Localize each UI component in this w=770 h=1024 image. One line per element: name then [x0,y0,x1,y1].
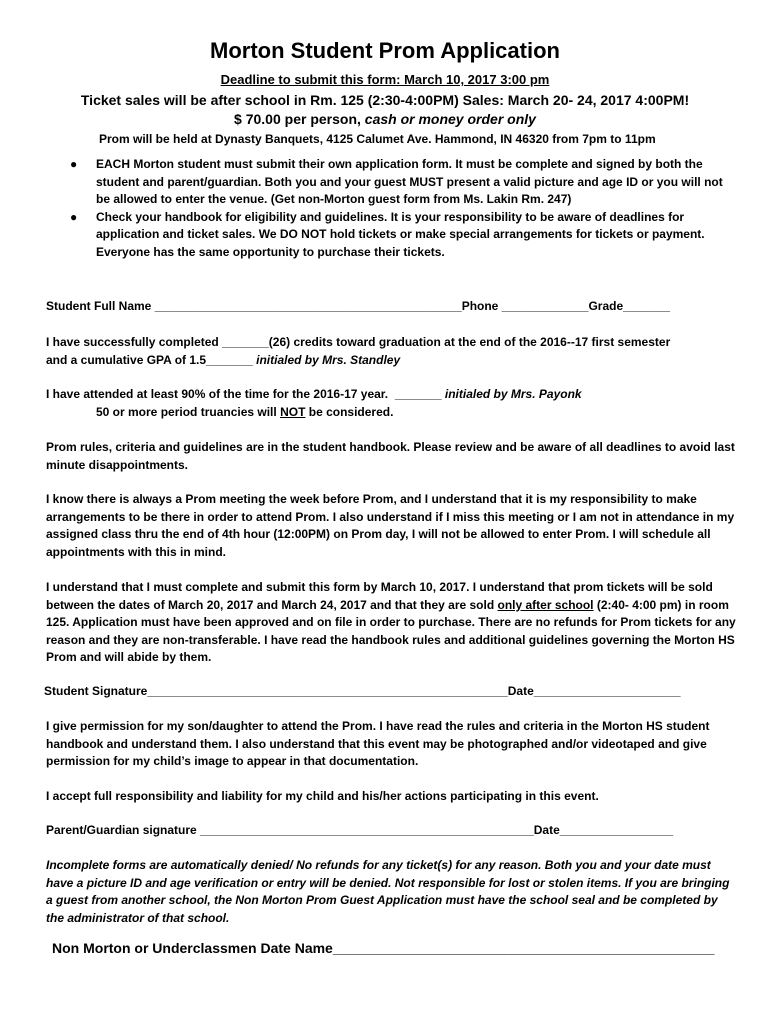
truancy-text-suffix: be considered. [305,404,394,419]
list-item [46,209,726,262]
parent-signature-label: Parent/Guardian signature [46,823,197,837]
truancy-not: NOT [280,404,306,419]
student-name-field[interactable]: ______________________________________________ [154,299,462,313]
attendance-text: I have attended at least 90% of the time for the 2016-17 year. [46,387,389,401]
submit-paragraph [46,579,736,667]
attendance-initialed-by: initialed by Mrs. Payonk [444,387,582,401]
price-amount: $ 70.00 per person, [234,111,365,127]
submit-text-after: (2:40- 4:00 pm) in room 125. Application must have been approved and on file in order to purchase. There are no refunds for Prom tickets for any reason and they are non-transferable. I have read the handbook rules and additional guidelines governing the Morton HS Prom and will abide by them. [46,597,736,665]
grade-field[interactable]: _______ [623,299,670,313]
requirements-list [46,156,726,262]
meeting-paragraph: I know there is always a Prom meeting the week before Prom, and I understand that it is my responsibility to make arrangements to be there in order to attend Prom. I also understand if I miss this meeting or I am not in attendance in my assigned class thru the end of 4th hour (12:00PM) on Prom day, I will not be allowed to enter Prom. I will schedule all appointments with this in mind. [46,492,735,559]
responsibility-paragraph: I accept full responsibility and liability for my child and his/her actions participating in this event. [46,789,599,803]
attendance-initial-field[interactable]: _______ [394,387,442,401]
parent-signature-field[interactable]: __________________________________________________ [200,823,534,837]
student-signature-label: Student Signature [44,684,148,698]
student-date-field[interactable]: ______________________ [533,684,681,698]
parent-date-field[interactable]: _________________ [559,823,674,837]
credits-text-suffix: (26) credits toward graduation at the end of the 2016--17 first semester [268,335,671,349]
list-item-text: EACH Morton student must submit their own application form. It must be complete and signed by both the student and parent/guardian. Both you and your guest MUST present a valid picture and age ID or you will not be allowed to enter the venue. (Get non-Morton guest form from Ms. Lakin Rm. 247) [96,157,723,207]
parent-date-label: Date [533,823,560,837]
date-name-label: Non Morton or Underclassmen Date Name [52,940,333,956]
credits-paragraph [46,334,736,369]
payment-method: cash or money order only [364,111,536,127]
date-name-row [52,940,714,956]
venue-line: Prom will be held at Dynasty Banquets, 4125 Calumet Ave. Hammond, IN 46320 from 7pm to 11pm [99,132,656,146]
ticket-sales-line: Ticket sales will be after school in Rm. 125 (2:30-4:00PM) Sales: March 20- 24, 2017 4:00PM! [80,92,690,108]
grade-label: Grade [588,299,624,313]
gpa-initial-field[interactable]: _______ [206,352,253,367]
student-signature-field[interactable]: ______________________________________________________ [147,684,508,698]
permission-paragraph: I give permission for my son/daughter to attend the Prom. I have read the rules and criteria in the Morton HS student handbook and understand them. I also understand that this event may be photographed and/or videotaped and give permission for my child’s image to appear in that documentation. [46,719,710,769]
list-item [46,156,726,209]
incomplete-notice: Incomplete forms are automatically denied/ No refunds for any ticket(s) for any reason. Both you and your date must have a picture ID and age verification or entry will be denied. Not responsible for lost or stolen items. If you are bringing a guest from another school, the Non Morton Prom Guest Application must have the school seal and be completed by the administrator of that school. [46,858,730,925]
parent-signature-row [46,823,673,837]
phone-field[interactable]: _____________ [501,299,589,313]
rules-paragraph: Prom rules, criteria and guidelines are in the student handbook. Please review and be aware of all deadlines to avoid last minute disappointments. [46,440,735,472]
student-date-label: Date [507,684,534,698]
page-title: Morton Student Prom Application [210,38,560,63]
phone-label: Phone [461,299,499,313]
truancy-text: 50 or more period truancies will [96,404,281,419]
list-item-text: Check your handbook for eligibility and guidelines. It is your responsibility to be aware of deadlines for application and ticket sales. We DO NOT hold tickets or make special arrangements for tickets or payment. Everyone has the same opportunity to purchase their tickets. [96,209,705,259]
gpa-text: and a cumulative GPA of 1.5 [46,352,207,367]
submit-text: I understand that I must complete and submit this form by March 10, 2017. I understand that prom tickets will be sold between the dates of March 20, 2017 and March 24, 2017 and that they are sold [46,580,713,612]
credits-initialed-by: initialed by Mrs. Standley [256,352,401,367]
student-name-label: Student Full Name [46,299,152,313]
submit-underlined: only after school [497,597,594,612]
bullet-icon: ● [70,209,78,224]
deadline-line: Deadline to submit this form: March 10, 2017 3:00 pm [220,72,550,87]
credits-text: I have successfully completed [46,335,223,349]
student-info-row [46,299,670,313]
price-line [0,111,770,127]
date-name-field[interactable]: _________________________________________________ [332,940,715,956]
credits-count-field[interactable]: _______ [222,335,269,349]
student-signature-row [44,684,681,698]
attendance-paragraph [46,386,736,421]
bullet-icon: ● [70,157,78,171]
